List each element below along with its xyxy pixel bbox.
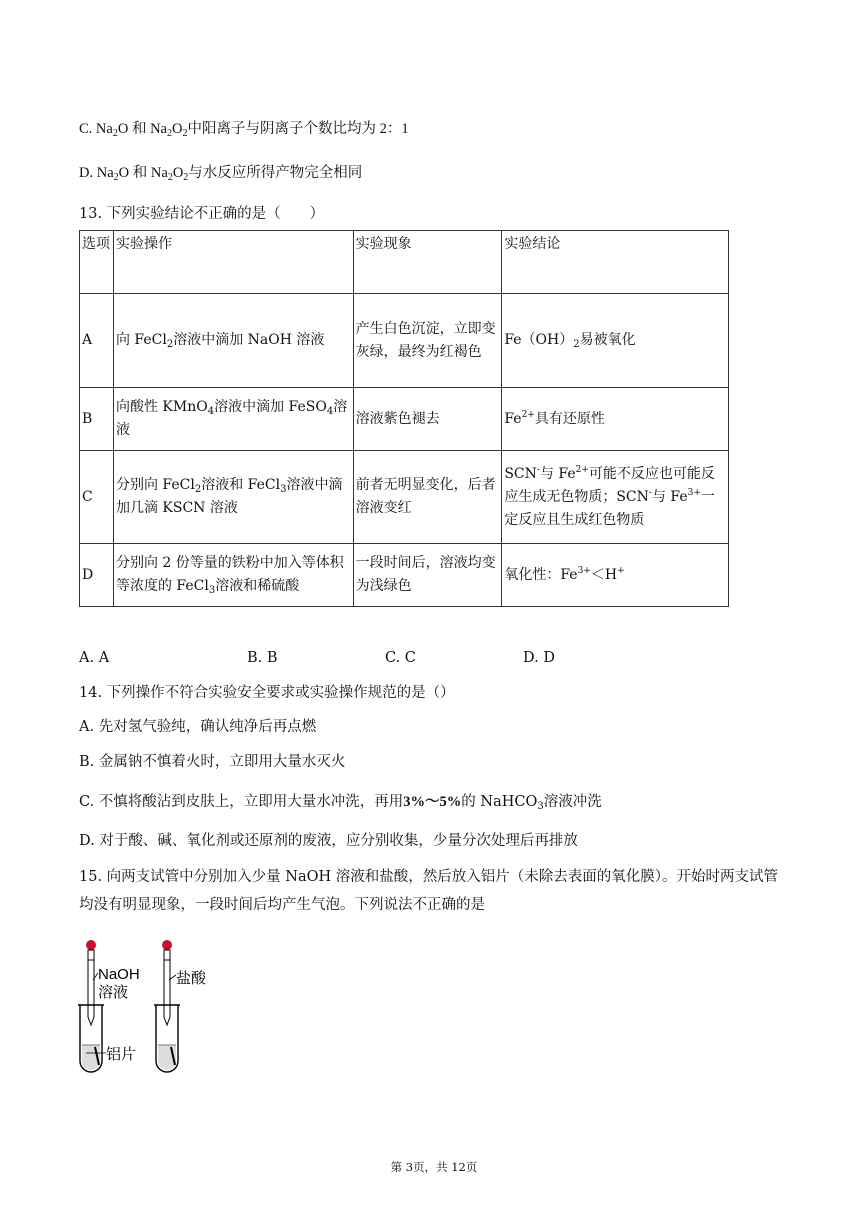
- row-a-option: A: [80, 294, 114, 388]
- header-conclusion: 实验结论: [502, 231, 729, 294]
- table-row: [80, 388, 729, 451]
- row-b-operation: 向酸性 KMnO$_4$溶液中滴加 FeSO$_4$溶液: [113, 388, 353, 451]
- page-footer: 第 3页，共 12页: [390, 1160, 478, 1174]
- table-row: [80, 294, 729, 388]
- row-c-phenomenon: 前者无明显变化，后者溶液变红: [353, 451, 502, 544]
- q14-option-c[interactable]: C. 不慎将酸沾到皮肤上，立即用大量水冲洗，再用3%～5%的 NaHCO$_3$溶液冲洗: [79, 794, 602, 812]
- row-b-phenomenon: 溶液紫色褪去: [353, 388, 502, 451]
- choice-c[interactable]: C. C: [385, 650, 416, 666]
- q14-option-b[interactable]: B. 金属钠不慎着火时，立即用大量水灭火: [79, 754, 346, 770]
- choice-b[interactable]: B. B: [247, 650, 278, 666]
- row-c-conclusion: SCN-与 $Fe^{2+}$可能不反应也可能反应生成无色物质；SCN-与 $Fe^{3+}$一定反应且生成红色物质: [502, 451, 729, 544]
- table-row: [80, 451, 729, 544]
- row-d-option: D: [80, 544, 114, 607]
- row-d-phenomenon: 一段时间后，溶液均变为浅绿色: [353, 544, 502, 607]
- q14-option-a[interactable]: A. 先对氢气验纯，确认纯净后再点燃: [79, 719, 317, 735]
- test-tube-figure: [76, 935, 236, 1075]
- q13-choices: [79, 650, 779, 670]
- option-c-line: C. $Na_2O$ 和 $Na_2O_2$中阳离子与阴离子个数比均为 2：1: [79, 121, 409, 139]
- q14-title: 14. 下列操作不符合实验安全要求或实验操作规范的是（）: [79, 685, 455, 701]
- q15-text: 15. 向两支试管中分别加入少量 NaOH 溶液和盐酸，然后放入铝片（未除去表面的氧化膜）。开始时两支试管均没有明显现象，一段时间后均产生气泡。下列说法不正确的是: [79, 869, 778, 913]
- q13-title: 13. 下列实验结论不正确的是（ ）: [79, 206, 325, 222]
- label-aluminum: 铝片: [106, 1045, 137, 1063]
- table-row: [80, 544, 729, 607]
- label-solution: 溶液: [98, 983, 129, 1001]
- row-a-conclusion: $Fe(OH)_2$易被氧化: [502, 294, 729, 388]
- row-c-option: C: [80, 451, 114, 544]
- row-a-operation: 向 FeCl$_2$溶液中滴加 NaOH 溶液: [113, 294, 353, 388]
- header-option: 选项: [80, 231, 114, 294]
- row-d-conclusion: 氧化性：$Fe^{3+}<H^+$: [502, 544, 729, 607]
- label-naoh: NaOH: [98, 966, 140, 983]
- dropper-acid-icon: [162, 940, 172, 1025]
- table-header-row: [80, 231, 729, 294]
- row-d-operation: 分别向 2 份等量的铁粉中加入等体积等浓度的 FeCl$_3$溶液和稀硫酸: [113, 544, 353, 607]
- q14-option-d[interactable]: D. 对于酸、碱、氧化剂或还原剂的废液，应分别收集，少量分次处理后再排放: [79, 833, 578, 849]
- header-phenomenon: 实验现象: [353, 231, 502, 294]
- row-b-option: B: [80, 388, 114, 451]
- row-b-conclusion: $Fe^{2+}$具有还原性: [502, 388, 729, 451]
- choice-a[interactable]: A. A: [79, 650, 110, 666]
- header-operation: 实验操作: [113, 231, 353, 294]
- dropper-naoh-icon: [86, 940, 96, 1025]
- row-a-phenomenon: 产生白色沉淀，立即变灰绿，最终为红褐色: [353, 294, 502, 388]
- choice-d[interactable]: D. D: [523, 650, 555, 666]
- row-c-operation: 分别向 FeCl$_2$溶液和 FeCl$_3$溶液中滴加几滴 KSCN 溶液: [113, 451, 353, 544]
- label-acid: 盐酸: [176, 969, 207, 987]
- option-d-line: D. $Na_2O$ 和 $Na_2O_2$与水反应所得产物完全相同: [79, 165, 363, 183]
- q13-table: [79, 230, 729, 607]
